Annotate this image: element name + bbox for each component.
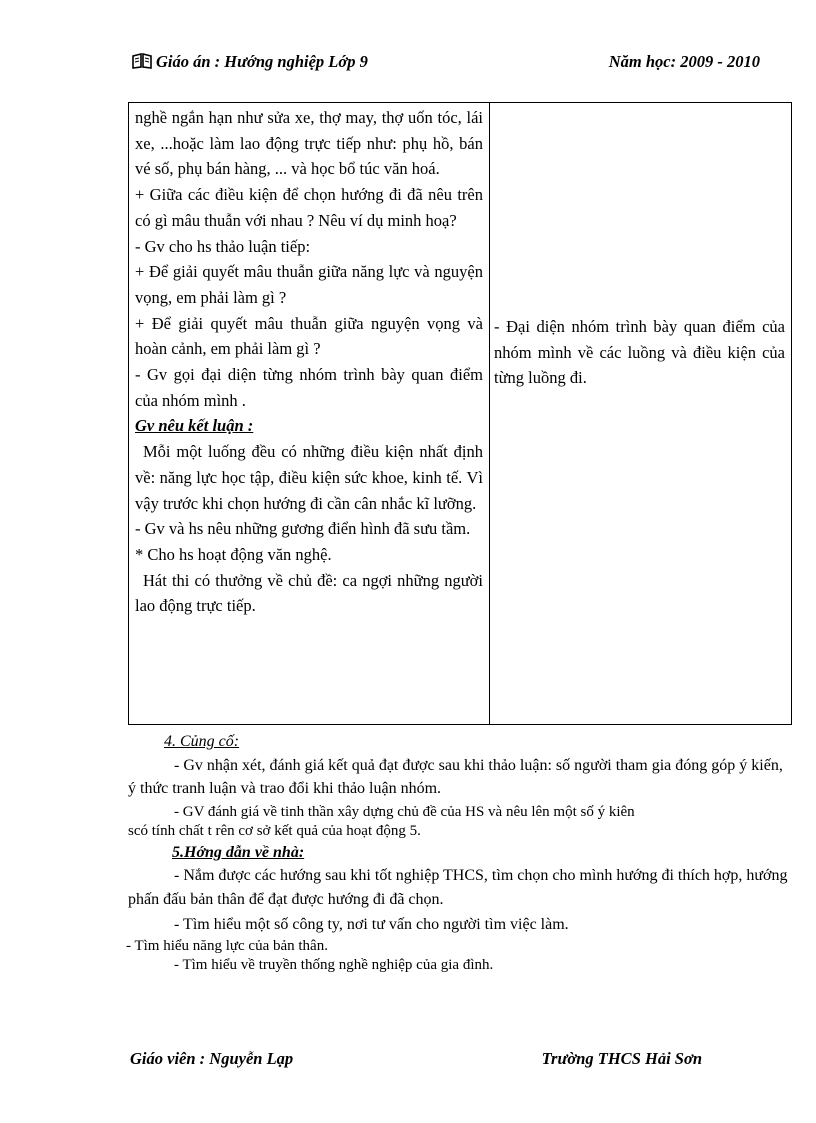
- table-paragraph: + Để giải quyết mâu thuẫn giữa nguyện vọng và hoàn cảnh, em phải làm gì ?: [135, 313, 483, 359]
- student-response: - Đại diện nhóm trình bày quan điểm của nhóm mình về các luồng và điều kiện của từng luồng đi.: [494, 317, 785, 388]
- section-5-item: - Tìm hiểu năng lực của bản thân.: [126, 937, 328, 954]
- header-title: Giáo án : Hướng nghiệp Lớp 9: [156, 52, 368, 71]
- table-paragraph: nghề ngắn hạn như sửa xe, thợ may, thợ uốn tóc, lái xe, ...hoặc làm lao động trực tiếp như: phụ hồ, bán vé số, phụ bán hàng, ... và học bổ túc văn hoá.: [135, 108, 483, 179]
- book-icon: [132, 53, 152, 69]
- section-5-item: - Nắm được các hướng sau khi tốt nghiệp THCS, tìm chọn cho mình hướng đi thích hợp, hướng phấn đấu bản thân để đạt được hướng đi đã chọn.: [128, 867, 788, 908]
- page-header: [132, 52, 760, 78]
- table-paragraph: - Gv gọi đại diện từng nhóm trình bày quan điểm của nhóm mình .: [135, 365, 483, 410]
- student-activity-column: [490, 103, 791, 724]
- section-5-item: - Tìm hiểu một số công ty, nơi tư vấn cho người tìm việc làm.: [174, 916, 569, 933]
- page-footer: [130, 1049, 702, 1075]
- footer-school: Trường THCS Hải Sơn: [541, 1049, 702, 1068]
- table-paragraph: - Gv cho hs thảo luận tiếp:: [135, 236, 311, 256]
- section-4-heading: 4. Củng cố:: [164, 733, 240, 750]
- header-school-year: Năm học: 2009 - 2010: [608, 52, 760, 71]
- section-4-item: - Gv nhận xét, đánh giá kết quả đạt được sau khi thảo luận: số người tham gia đóng góp ý kiến, ý thức tranh luận và trao đổi khi thảo luận nhóm.: [128, 756, 783, 797]
- table-paragraph: Hát thi có thưởng về chủ đề: ca ngợi những người lao động trực tiếp.: [135, 570, 483, 616]
- conclusion-heading: Gv nêu kết luận :: [135, 416, 254, 436]
- section-5-item: - Tìm hiểu về truyền thống nghề nghiệp của gia đình.: [174, 956, 494, 973]
- table-paragraph: * Cho hs hoạt động văn nghệ.: [135, 544, 332, 564]
- table-paragraph: + Giữa các điều kiện để chọn hướng đi đã nêu trên có gì mâu thuẫn với nhau ? Nêu ví dụ minh hoạ?: [135, 185, 483, 230]
- table-paragraph: Mỗi một luống đều có những điều kiện nhất định về: năng lực học tập, điều kiện sức khoe, kinh tế. Vì vậy trước khi chọn hướng đi cần cân nhắc kĩ lưỡng.: [135, 442, 483, 513]
- section-5-heading: 5.Hớng dẫn về nhà:: [172, 843, 305, 861]
- section-4-item: scó tính chất t rên cơ sở kết quả của hoạt động 5.: [128, 822, 421, 839]
- teacher-activity-column: [129, 103, 490, 724]
- table-paragraph: + Để giải quyết mâu thuẫn giữa năng lực và nguyện vọng, em phải làm gì ?: [135, 262, 483, 307]
- section-4-item: - GV đánh giá về tinh thần xây dựng chủ đề của HS và nêu lên một số ý kiên: [174, 803, 635, 820]
- lesson-table: [128, 102, 792, 725]
- header-left: [132, 52, 368, 72]
- table-paragraph: - Gv và hs nêu những gương điển hình đã sưu tầm.: [135, 519, 471, 539]
- footer-teacher: Giáo viên : Nguyễn Lạp: [130, 1049, 294, 1068]
- lesson-notes: [128, 730, 792, 975]
